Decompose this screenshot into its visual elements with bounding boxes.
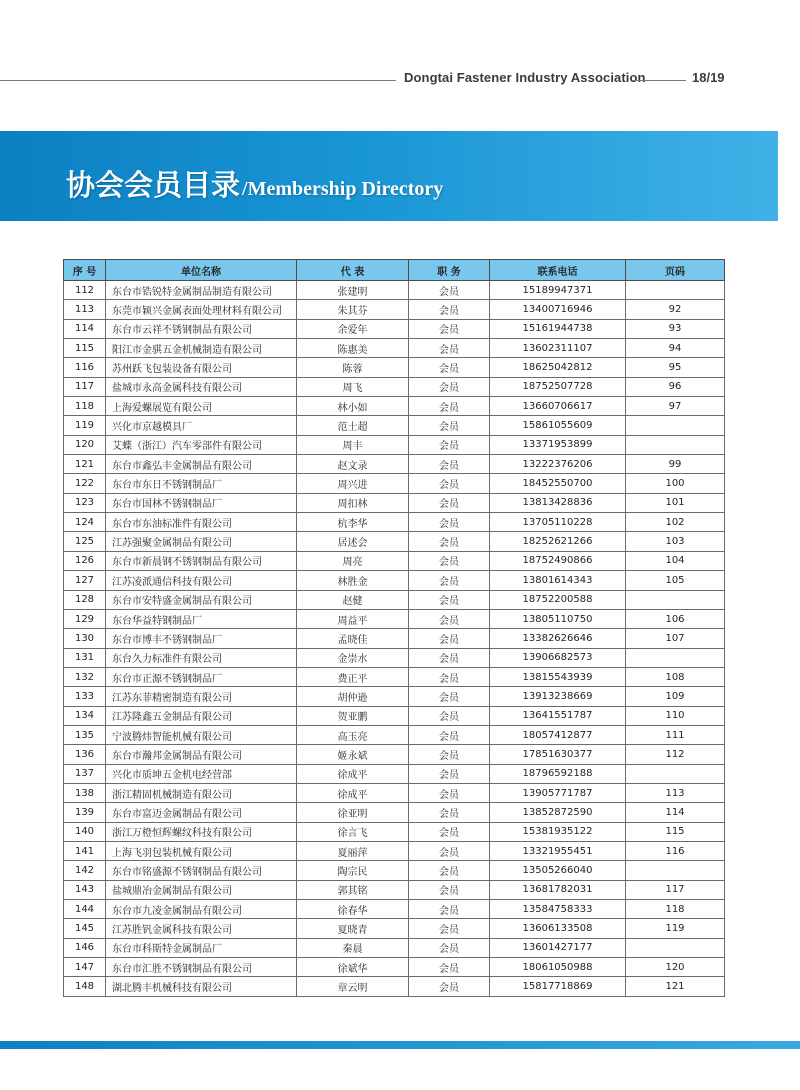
association-name: Dongtai Fastener Industry Association xyxy=(404,70,646,85)
cell-position: 会员 xyxy=(409,590,490,609)
cell-representative: 徐斌华 xyxy=(297,958,409,977)
header-page: 页码 xyxy=(626,260,725,281)
cell-index: 137 xyxy=(64,764,106,783)
cell-phone: 13400716946 xyxy=(490,300,626,319)
table-row xyxy=(64,861,725,880)
table-row xyxy=(64,764,725,783)
table-row xyxy=(64,455,725,474)
cell-representative: 徐言飞 xyxy=(297,822,409,841)
cell-index: 118 xyxy=(64,397,106,416)
cell-page xyxy=(626,861,725,880)
cell-index: 142 xyxy=(64,861,106,880)
cell-phone: 13660706617 xyxy=(490,397,626,416)
cell-phone: 13852872590 xyxy=(490,803,626,822)
table-row xyxy=(64,841,725,860)
cell-page: 110 xyxy=(626,706,725,725)
cell-representative: 贺亚鹏 xyxy=(297,706,409,725)
cell-phone: 17851630377 xyxy=(490,745,626,764)
table-row xyxy=(64,648,725,667)
cell-index: 115 xyxy=(64,339,106,358)
cell-phone: 13705110228 xyxy=(490,513,626,532)
header-rule-left xyxy=(0,80,396,81)
cell-position: 会员 xyxy=(409,938,490,957)
cell-company: 东台华益特钢制品厂 xyxy=(106,609,297,628)
cell-representative: 杭李华 xyxy=(297,513,409,532)
page-title xyxy=(66,163,443,204)
cell-position: 会员 xyxy=(409,339,490,358)
cell-phone: 18252621266 xyxy=(490,532,626,551)
cell-representative: 林小如 xyxy=(297,397,409,416)
cell-page: 119 xyxy=(626,919,725,938)
cell-representative: 林胜金 xyxy=(297,571,409,590)
cell-index: 146 xyxy=(64,938,106,957)
cell-company: 盐城鼎冶金属制品有限公司 xyxy=(106,880,297,899)
cell-index: 130 xyxy=(64,629,106,648)
cell-position: 会员 xyxy=(409,281,490,300)
cell-company: 浙江万橙恒辉螺纹科技有限公司 xyxy=(106,822,297,841)
cell-index: 145 xyxy=(64,919,106,938)
cell-phone: 18625042812 xyxy=(490,358,626,377)
cell-representative: 陈蓉 xyxy=(297,358,409,377)
cell-page: 118 xyxy=(626,900,725,919)
cell-phone: 15189947371 xyxy=(490,281,626,300)
table-row xyxy=(64,725,725,744)
cell-company: 江苏凌派通信科技有限公司 xyxy=(106,571,297,590)
cell-representative: 居述会 xyxy=(297,532,409,551)
cell-company: 东台市东日不锈钢制品厂 xyxy=(106,474,297,493)
table-row xyxy=(64,919,725,938)
cell-position: 会员 xyxy=(409,880,490,899)
cell-phone: 13505266040 xyxy=(490,861,626,880)
cell-index: 127 xyxy=(64,571,106,590)
table-row xyxy=(64,745,725,764)
cell-page xyxy=(626,435,725,454)
cell-representative: 夏丽萍 xyxy=(297,841,409,860)
cell-phone: 15161944738 xyxy=(490,319,626,338)
cell-representative: 周亮 xyxy=(297,551,409,570)
cell-phone: 18752490866 xyxy=(490,551,626,570)
table-row xyxy=(64,629,725,648)
cell-representative: 周兴进 xyxy=(297,474,409,493)
cell-company: 江苏胜钒金属科技有限公司 xyxy=(106,919,297,938)
cell-company: 东台市国林不锈钢制品厂 xyxy=(106,493,297,512)
header-index: 序 号 xyxy=(64,260,106,281)
cell-position: 会员 xyxy=(409,358,490,377)
cell-representative: 张建明 xyxy=(297,281,409,300)
cell-position: 会员 xyxy=(409,532,490,551)
cell-representative: 周丰 xyxy=(297,435,409,454)
cell-position: 会员 xyxy=(409,745,490,764)
table-row xyxy=(64,551,725,570)
cell-page: 93 xyxy=(626,319,725,338)
cell-phone: 13641551787 xyxy=(490,706,626,725)
cell-index: 119 xyxy=(64,416,106,435)
cell-phone: 13801614343 xyxy=(490,571,626,590)
cell-phone: 18752200588 xyxy=(490,590,626,609)
cell-company: 江苏强聚金属制品有限公司 xyxy=(106,532,297,551)
cell-page: 94 xyxy=(626,339,725,358)
cell-representative: 余爱年 xyxy=(297,319,409,338)
cell-company: 东台市新晨钢不锈钢制品有限公司 xyxy=(106,551,297,570)
cell-index: 144 xyxy=(64,900,106,919)
cell-phone: 18752507728 xyxy=(490,377,626,396)
cell-representative: 孟晓佳 xyxy=(297,629,409,648)
cell-index: 134 xyxy=(64,706,106,725)
cell-phone: 18057412877 xyxy=(490,725,626,744)
cell-index: 141 xyxy=(64,841,106,860)
cell-index: 126 xyxy=(64,551,106,570)
table-row xyxy=(64,977,725,996)
cell-company: 浙江精固机械制造有限公司 xyxy=(106,783,297,802)
cell-position: 会员 xyxy=(409,300,490,319)
cell-company: 东台市鑫弘丰金属制品有限公司 xyxy=(106,455,297,474)
cell-page: 121 xyxy=(626,977,725,996)
cell-representative: 高玉亮 xyxy=(297,725,409,744)
cell-position: 会员 xyxy=(409,319,490,338)
cell-company: 东台市富迈金属制品有限公司 xyxy=(106,803,297,822)
cell-page: 113 xyxy=(626,783,725,802)
header-position: 职 务 xyxy=(409,260,490,281)
table-row xyxy=(64,416,725,435)
cell-index: 120 xyxy=(64,435,106,454)
cell-page: 106 xyxy=(626,609,725,628)
table-body xyxy=(64,281,725,997)
cell-phone: 18452550700 xyxy=(490,474,626,493)
cell-position: 会员 xyxy=(409,493,490,512)
cell-position: 会员 xyxy=(409,783,490,802)
cell-phone: 13906682573 xyxy=(490,648,626,667)
cell-index: 140 xyxy=(64,822,106,841)
cell-index: 121 xyxy=(64,455,106,474)
cell-index: 136 xyxy=(64,745,106,764)
table-row xyxy=(64,358,725,377)
table-row xyxy=(64,281,725,300)
cell-index: 114 xyxy=(64,319,106,338)
table-row xyxy=(64,397,725,416)
cell-company: 宁波腾炜智能机械有限公司 xyxy=(106,725,297,744)
cell-position: 会员 xyxy=(409,474,490,493)
cell-phone: 13813428836 xyxy=(490,493,626,512)
cell-page: 99 xyxy=(626,455,725,474)
cell-representative: 陈惠美 xyxy=(297,339,409,358)
cell-page: 109 xyxy=(626,687,725,706)
cell-page xyxy=(626,416,725,435)
cell-representative: 周益平 xyxy=(297,609,409,628)
table-row xyxy=(64,532,725,551)
table-row xyxy=(64,687,725,706)
cell-index: 148 xyxy=(64,977,106,996)
table-row xyxy=(64,571,725,590)
cell-company: 东台市博丰不锈钢制品厂 xyxy=(106,629,297,648)
cell-page: 95 xyxy=(626,358,725,377)
cell-index: 124 xyxy=(64,513,106,532)
cell-phone: 13815543939 xyxy=(490,667,626,686)
cell-position: 会员 xyxy=(409,513,490,532)
membership-table xyxy=(63,259,725,997)
cell-page xyxy=(626,938,725,957)
cell-company: 东台市科斯特金属制品厂 xyxy=(106,938,297,957)
cell-representative: 周飞 xyxy=(297,377,409,396)
cell-index: 135 xyxy=(64,725,106,744)
cell-position: 会员 xyxy=(409,397,490,416)
cell-representative: 赵健 xyxy=(297,590,409,609)
table-row xyxy=(64,609,725,628)
page-title-cn: 协会会员目录 xyxy=(66,168,241,202)
cell-phone: 18061050988 xyxy=(490,958,626,977)
cell-representative: 章云明 xyxy=(297,977,409,996)
cell-position: 会员 xyxy=(409,919,490,938)
cell-phone: 13321955451 xyxy=(490,841,626,860)
cell-page xyxy=(626,648,725,667)
cell-company: 东台市铭盛源不锈钢制品有限公司 xyxy=(106,861,297,880)
table-row xyxy=(64,339,725,358)
cell-company: 东台市云祥不锈钢制品有限公司 xyxy=(106,319,297,338)
cell-representative: 朱其芬 xyxy=(297,300,409,319)
cell-index: 122 xyxy=(64,474,106,493)
cell-page: 105 xyxy=(626,571,725,590)
cell-index: 116 xyxy=(64,358,106,377)
cell-phone: 15861055609 xyxy=(490,416,626,435)
cell-phone: 13382626646 xyxy=(490,629,626,648)
page-title-en: /Membership Directory xyxy=(242,178,444,200)
cell-representative: 胡仲逊 xyxy=(297,687,409,706)
cell-position: 会员 xyxy=(409,764,490,783)
table-row xyxy=(64,706,725,725)
cell-position: 会员 xyxy=(409,725,490,744)
cell-page: 116 xyxy=(626,841,725,860)
cell-position: 会员 xyxy=(409,416,490,435)
cell-position: 会员 xyxy=(409,822,490,841)
cell-representative: 范士超 xyxy=(297,416,409,435)
cell-page: 101 xyxy=(626,493,725,512)
cell-index: 128 xyxy=(64,590,106,609)
cell-company: 东莞市颖兴金属表面处理材料有限公司 xyxy=(106,300,297,319)
cell-phone: 13805110750 xyxy=(490,609,626,628)
cell-position: 会员 xyxy=(409,667,490,686)
cell-page: 115 xyxy=(626,822,725,841)
cell-phone: 13602311107 xyxy=(490,339,626,358)
cell-position: 会员 xyxy=(409,648,490,667)
cell-position: 会员 xyxy=(409,435,490,454)
cell-page: 104 xyxy=(626,551,725,570)
cell-company: 盐城市永高金属科技有限公司 xyxy=(106,377,297,396)
cell-position: 会员 xyxy=(409,803,490,822)
cell-position: 会员 xyxy=(409,706,490,725)
cell-index: 125 xyxy=(64,532,106,551)
cell-page: 107 xyxy=(626,629,725,648)
cell-position: 会员 xyxy=(409,455,490,474)
cell-position: 会员 xyxy=(409,958,490,977)
cell-page: 96 xyxy=(626,377,725,396)
page-number: 18/19 xyxy=(692,70,725,85)
cell-phone: 13681782031 xyxy=(490,880,626,899)
cell-company: 兴化市京越模具厂 xyxy=(106,416,297,435)
cell-company: 东台市九凌金属制品有限公司 xyxy=(106,900,297,919)
cell-position: 会员 xyxy=(409,377,490,396)
cell-page: 120 xyxy=(626,958,725,977)
cell-index: 143 xyxy=(64,880,106,899)
table-row xyxy=(64,590,725,609)
cell-representative: 陶宗民 xyxy=(297,861,409,880)
cell-representative: 夏晓青 xyxy=(297,919,409,938)
cell-page: 100 xyxy=(626,474,725,493)
cell-representative: 秦晨 xyxy=(297,938,409,957)
table-row xyxy=(64,783,725,802)
table-row xyxy=(64,958,725,977)
cell-position: 会员 xyxy=(409,977,490,996)
cell-page: 112 xyxy=(626,745,725,764)
cell-index: 132 xyxy=(64,667,106,686)
table-row xyxy=(64,300,725,319)
cell-company: 东台市汇胜不锈钢制品有限公司 xyxy=(106,958,297,977)
cell-page: 117 xyxy=(626,880,725,899)
cell-company: 江苏隆鑫五金制品有限公司 xyxy=(106,706,297,725)
cell-page: 92 xyxy=(626,300,725,319)
cell-position: 会员 xyxy=(409,900,490,919)
cell-index: 133 xyxy=(64,687,106,706)
cell-company: 湖北腾丰机械科技有限公司 xyxy=(106,977,297,996)
cell-index: 112 xyxy=(64,281,106,300)
cell-representative: 徐成平 xyxy=(297,783,409,802)
cell-phone: 13371953899 xyxy=(490,435,626,454)
cell-position: 会员 xyxy=(409,841,490,860)
cell-page: 108 xyxy=(626,667,725,686)
table-row xyxy=(64,803,725,822)
header-representative: 代 表 xyxy=(297,260,409,281)
cell-position: 会员 xyxy=(409,571,490,590)
cell-index: 117 xyxy=(64,377,106,396)
cell-phone: 13606133508 xyxy=(490,919,626,938)
cell-index: 129 xyxy=(64,609,106,628)
cell-position: 会员 xyxy=(409,687,490,706)
cell-phone: 13584758333 xyxy=(490,900,626,919)
cell-representative: 赵文录 xyxy=(297,455,409,474)
cell-page: 97 xyxy=(626,397,725,416)
table-row xyxy=(64,900,725,919)
cell-company: 艾蝶（浙江）汽车零部件有限公司 xyxy=(106,435,297,454)
table-row xyxy=(64,474,725,493)
cell-representative: 徐春华 xyxy=(297,900,409,919)
table-row xyxy=(64,513,725,532)
cell-representative: 徐亚明 xyxy=(297,803,409,822)
cell-representative: 郭其铭 xyxy=(297,880,409,899)
cell-phone: 13905771787 xyxy=(490,783,626,802)
header-company: 单位名称 xyxy=(106,260,297,281)
cell-index: 147 xyxy=(64,958,106,977)
cell-index: 113 xyxy=(64,300,106,319)
cell-company: 江苏东菲精密制造有限公司 xyxy=(106,687,297,706)
cell-company: 东台市安特盛金属制品有限公司 xyxy=(106,590,297,609)
cell-representative: 徐成平 xyxy=(297,764,409,783)
header-rule-right xyxy=(632,80,686,81)
cell-company: 东台市瀚邦金属制品有限公司 xyxy=(106,745,297,764)
cell-company: 东台久力标准件有限公司 xyxy=(106,648,297,667)
cell-page: 102 xyxy=(626,513,725,532)
cell-company: 上海飞羽包装机械有限公司 xyxy=(106,841,297,860)
cell-page: 103 xyxy=(626,532,725,551)
cell-index: 131 xyxy=(64,648,106,667)
cell-phone: 15817718869 xyxy=(490,977,626,996)
table-header-row xyxy=(64,260,725,281)
cell-index: 139 xyxy=(64,803,106,822)
table-row xyxy=(64,667,725,686)
table-row xyxy=(64,880,725,899)
cell-position: 会员 xyxy=(409,629,490,648)
cell-company: 上海爱螺展览有限公司 xyxy=(106,397,297,416)
cell-company: 阳江市金骐五金机械制造有限公司 xyxy=(106,339,297,358)
cell-position: 会员 xyxy=(409,609,490,628)
cell-page xyxy=(626,764,725,783)
table-row xyxy=(64,493,725,512)
cell-representative: 费正平 xyxy=(297,667,409,686)
cell-page xyxy=(626,590,725,609)
header-phone: 联系电话 xyxy=(490,260,626,281)
cell-company: 东台市正源不锈钢制品厂 xyxy=(106,667,297,686)
cell-company: 苏州跃飞包装设备有限公司 xyxy=(106,358,297,377)
cell-phone: 15381935122 xyxy=(490,822,626,841)
cell-page xyxy=(626,281,725,300)
cell-representative: 周扣林 xyxy=(297,493,409,512)
cell-phone: 13222376206 xyxy=(490,455,626,474)
cell-phone: 13913238669 xyxy=(490,687,626,706)
cell-index: 138 xyxy=(64,783,106,802)
cell-representative: 姬永斌 xyxy=(297,745,409,764)
table-row xyxy=(64,822,725,841)
cell-company: 东台市锆锐特金属制品制造有限公司 xyxy=(106,281,297,300)
cell-phone: 18796592188 xyxy=(490,764,626,783)
cell-representative: 金崇水 xyxy=(297,648,409,667)
table-row xyxy=(64,319,725,338)
footer-band xyxy=(0,1041,800,1049)
table-row xyxy=(64,377,725,396)
cell-position: 会员 xyxy=(409,861,490,880)
title-banner xyxy=(0,131,778,221)
cell-index: 123 xyxy=(64,493,106,512)
cell-position: 会员 xyxy=(409,551,490,570)
table-row xyxy=(64,435,725,454)
cell-page: 114 xyxy=(626,803,725,822)
cell-phone: 13601427177 xyxy=(490,938,626,957)
cell-page: 111 xyxy=(626,725,725,744)
cell-company: 兴化市质坤五金机电经营部 xyxy=(106,764,297,783)
cell-company: 东台市东油标准件有限公司 xyxy=(106,513,297,532)
table-row xyxy=(64,938,725,957)
